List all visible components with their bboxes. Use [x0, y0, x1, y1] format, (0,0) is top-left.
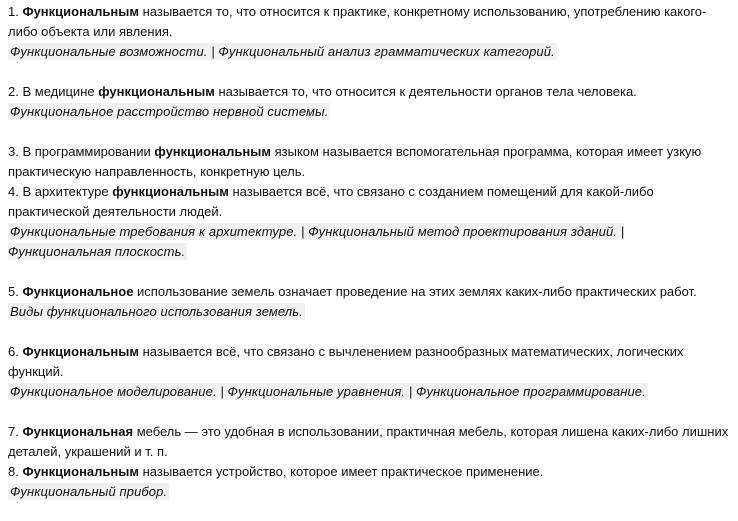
- usage-example: Функциональный прибор.: [10, 484, 168, 499]
- definition-prefix: В архитектуре: [22, 184, 113, 199]
- definition-body: называется устройство, которое имеет практическое применение.: [138, 464, 544, 479]
- headword: Функциональным: [22, 344, 139, 359]
- definition-entry-7: [8, 422, 730, 462]
- usage-example: Функциональное расстройство нервной системы.: [10, 104, 329, 119]
- entry-number: 7.: [8, 424, 19, 439]
- headword: функциональным: [112, 184, 229, 199]
- headword: Функциональное: [22, 284, 134, 299]
- definition-text: [8, 182, 730, 222]
- definition-entry-5: [8, 282, 730, 322]
- headword: Функциональным: [22, 4, 139, 19]
- definition-entry-8: [8, 462, 730, 502]
- definition-body: называется то, что относится к деятельности органов тела человека.: [214, 84, 637, 99]
- definition-prefix: В медицине: [22, 84, 99, 99]
- definition-body: языком называется вспомогательная программа, которая имеет узкую практическую направленность, конкретную цель.: [8, 144, 702, 179]
- entry-number: 1.: [8, 4, 19, 19]
- definition-entry-2: [8, 82, 730, 122]
- definition-text: [8, 82, 730, 102]
- definition-body: мебель — это удобная в использовании, практичная мебель, которая лишена каких-либо лишних деталей, украшений и т. п.: [8, 424, 729, 459]
- headword: функциональным: [154, 144, 271, 159]
- entry-number: 6.: [8, 344, 19, 359]
- entry-number: 4.: [8, 184, 19, 199]
- definition-body: называется то, что относится к практике, конкретному использованию, употреблению какого-либо объекта или явления.: [8, 4, 707, 39]
- usage-example: Функциональное моделирование. | Функциональные уравнения. | Функциональное программирование.: [10, 384, 646, 399]
- definition-text: [8, 422, 730, 462]
- definition-entry-3: [8, 142, 730, 182]
- entry-number: 3.: [8, 144, 19, 159]
- entry-number: 5.: [8, 284, 19, 299]
- definition-entry-4: [8, 182, 730, 262]
- definition-text: [8, 142, 730, 182]
- definition-entry-6: [8, 342, 730, 402]
- definition-text: [8, 462, 730, 482]
- definition-text: [8, 282, 730, 302]
- headword: Функциональная: [22, 424, 134, 439]
- headword: функциональным: [98, 84, 215, 99]
- definition-entry-1: [8, 2, 730, 62]
- usage-example: Функциональные требования к архитектуре. | Функциональный метод проектирования зданий. | Функциональная плоскость.: [8, 224, 625, 259]
- usage-example: Функциональные возможности. | Функциональный анализ грамматических категорий.: [10, 44, 555, 59]
- entry-number: 8.: [8, 464, 19, 479]
- definition-body: использование земель означает проведение на этих землях каких-либо практических работ.: [133, 284, 697, 299]
- definition-body: называется всё, что связано с созданием помещений для какой-либо практической деятельности людей.: [8, 184, 654, 219]
- definition-text: [8, 342, 730, 382]
- definition-body: называется всё, что связано с вычленением разнообразных математических, логических функций.: [8, 344, 684, 379]
- definition-text: [8, 2, 730, 42]
- headword: Функциональным: [22, 464, 139, 479]
- definition-prefix: В программировании: [22, 144, 155, 159]
- entry-number: 2.: [8, 84, 19, 99]
- usage-example: Виды функционального использования земель.: [10, 304, 303, 319]
